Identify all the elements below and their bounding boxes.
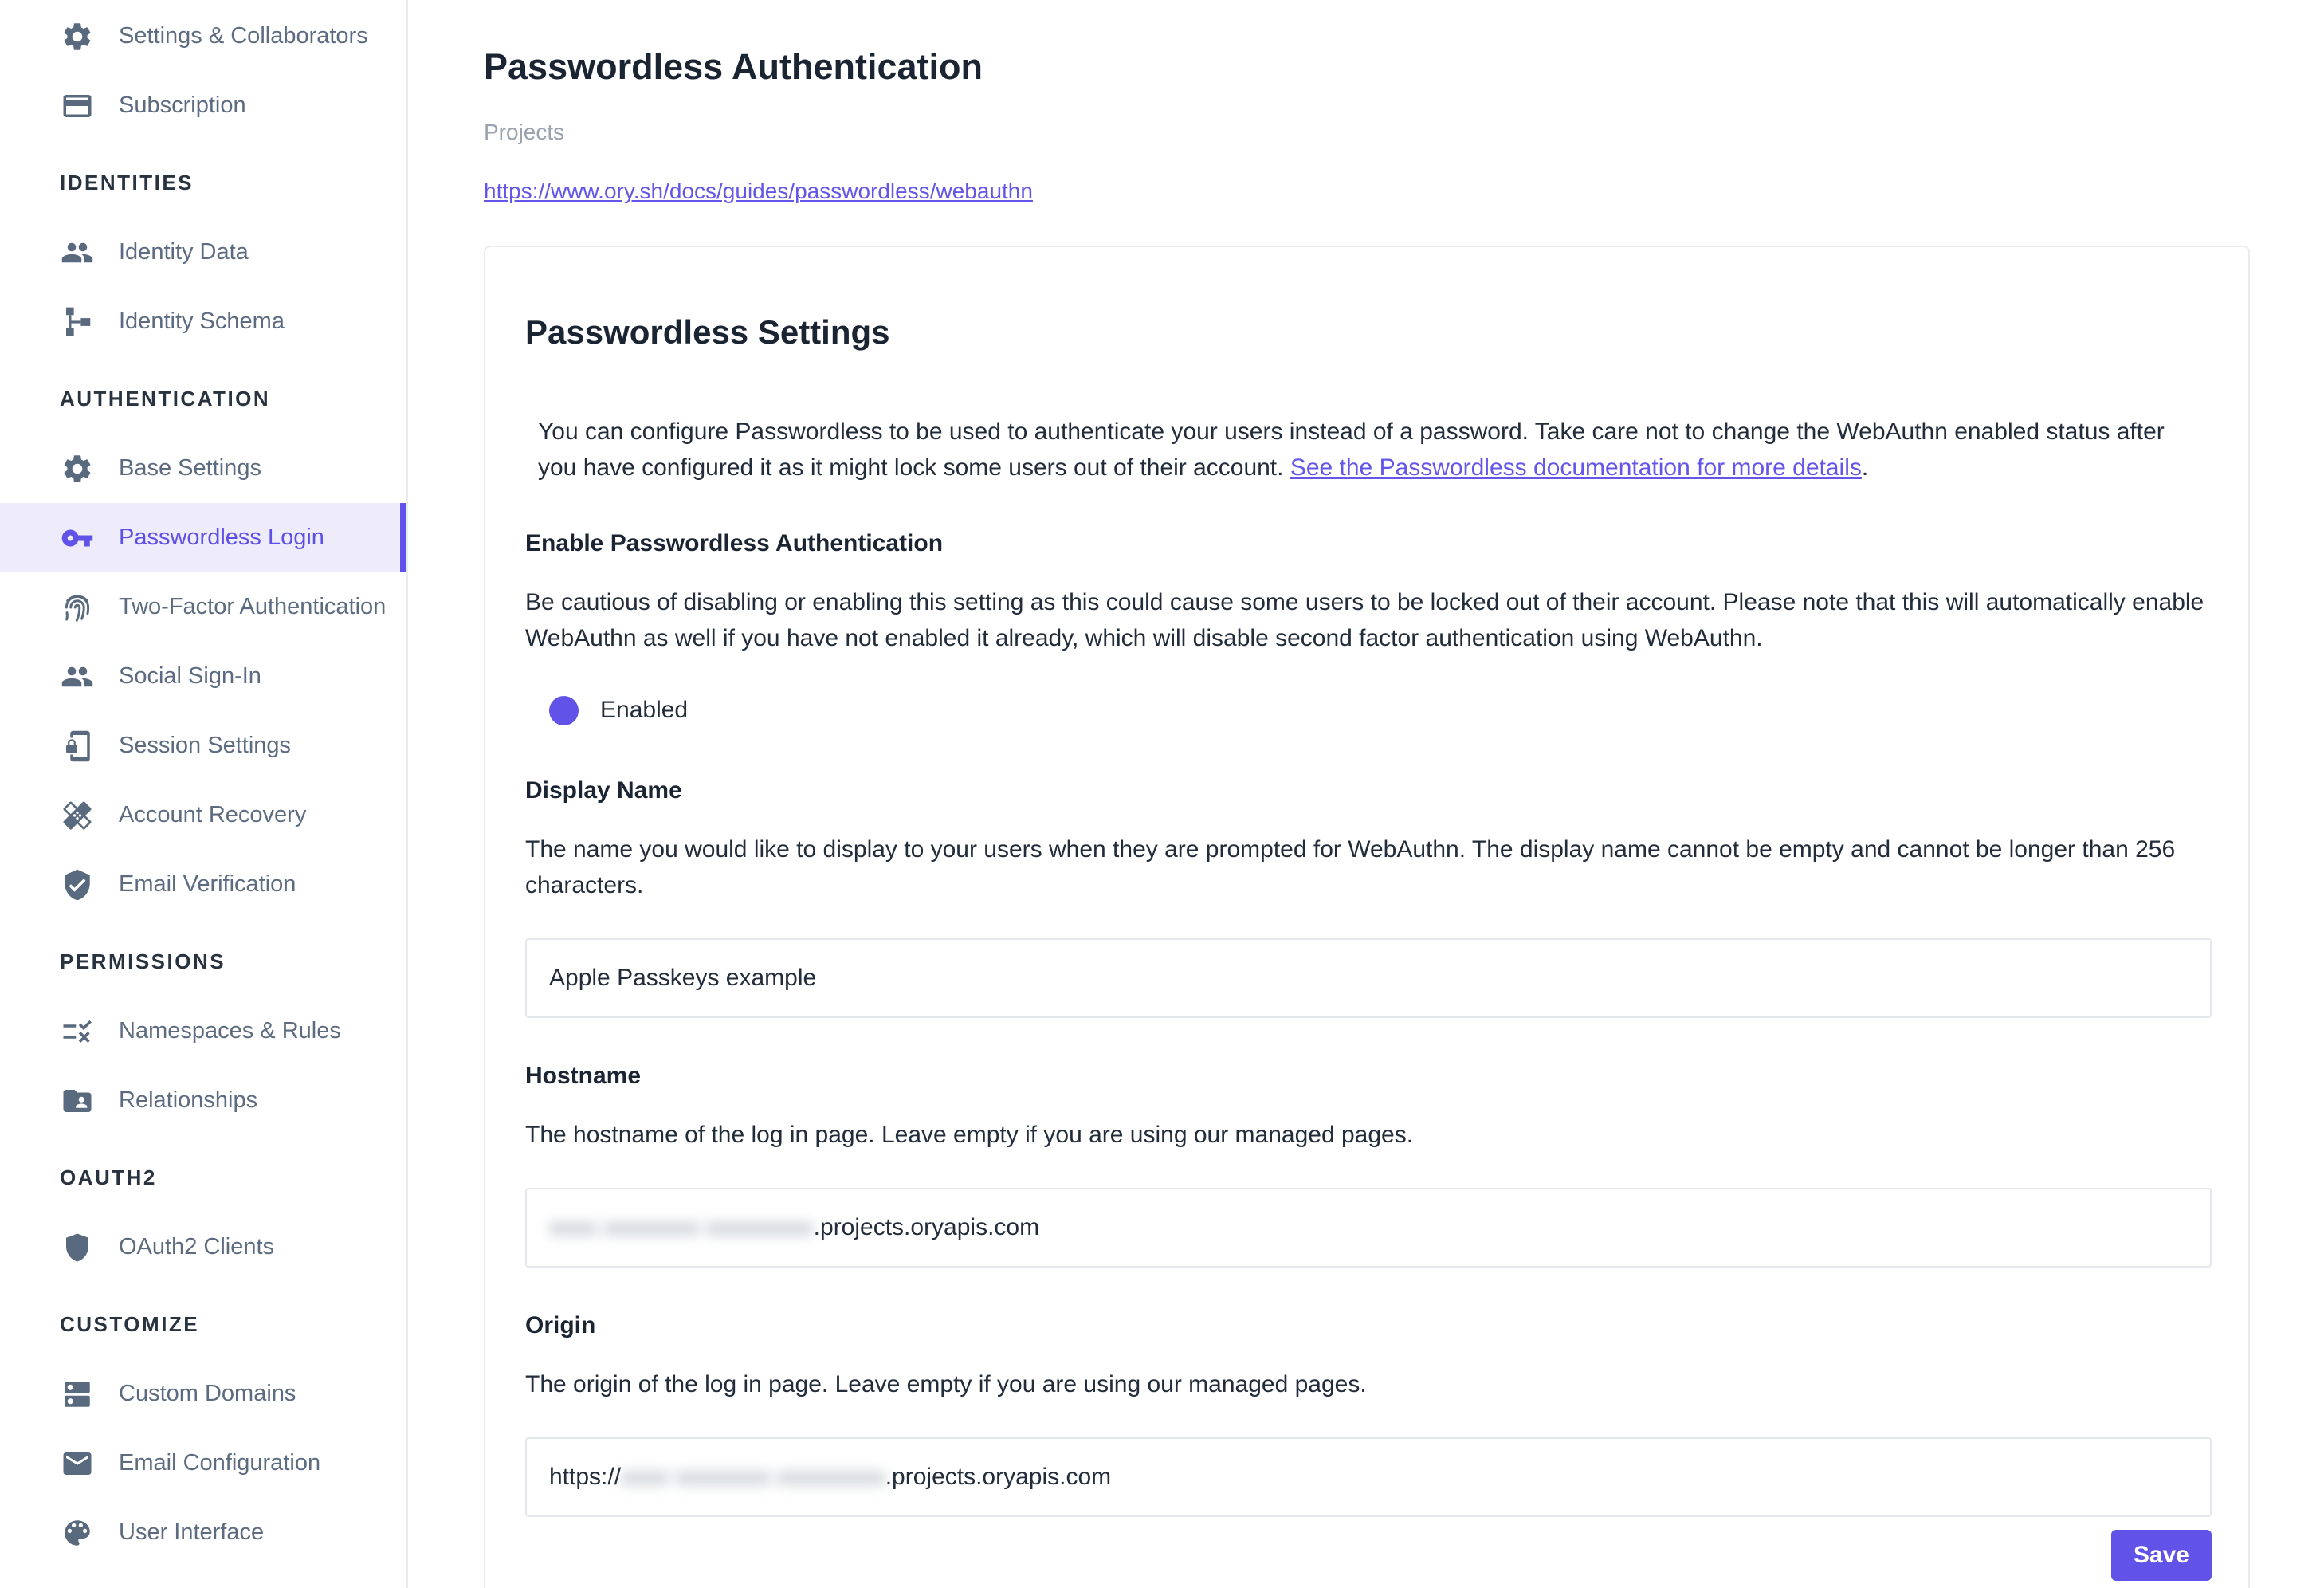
origin-prefix: https:// (549, 1464, 622, 1490)
sidebar-item-email-configuration[interactable] (0, 1429, 406, 1498)
sidebar-item-email-verification[interactable] (0, 850, 406, 919)
sidebar-item-label: Passwordless Login (119, 525, 324, 550)
sidebar-item-label: Relationships (119, 1087, 258, 1113)
gear-icon (60, 19, 95, 54)
intro-suffix: . (1861, 454, 1869, 481)
sidebar-item-passwordless-login[interactable] (0, 503, 406, 572)
sidebar-item-two-factor-authentication[interactable] (0, 572, 406, 642)
sidebar-item-label: Subscription (119, 92, 246, 118)
sidebar-section-oauth2: OAUTH2 (60, 1165, 157, 1189)
sidebar (0, 0, 408, 1588)
shield-icon (60, 1230, 95, 1265)
sidebar-item-identity-data[interactable] (0, 218, 406, 287)
rule-icon (60, 1014, 95, 1049)
sidebar-item-label: Session Settings (119, 733, 292, 758)
sidebar-item-label: Custom Domains (119, 1381, 296, 1406)
palette-icon (60, 1515, 95, 1551)
schema-icon (60, 305, 95, 340)
credit-card-icon (60, 88, 95, 124)
sidebar-item-label: Account Recovery (119, 802, 307, 827)
passwordless-docs-link[interactable]: See the Passwordless documentation for more details (1290, 454, 1862, 481)
sidebar-item-label: Identity Data (119, 239, 249, 265)
sidebar-section-permissions: PERMISSIONS (60, 949, 226, 973)
origin-description: The origin of the log in page. Leave empty if you are using our managed pages. (525, 1371, 1367, 1397)
sidebar-item-label: Email Verification (119, 871, 296, 897)
sidebar-item-label: Namespaces & Rules (119, 1018, 341, 1044)
intro-text: You can configure Passwordless to be used to authenticate your users instead of a password. Take care not to change the WebAuthn enabled status after you have configured it as it might lock some users out of their account. (538, 419, 2165, 481)
origin-suffix: .projects.oryapis.com (885, 1464, 1112, 1490)
enable-toggle[interactable] (525, 700, 578, 721)
sidebar-item-oauth2-clients[interactable] (0, 1213, 406, 1282)
save-button[interactable]: Save (2111, 1530, 2212, 1581)
passwordless-settings-card (484, 246, 2250, 1588)
sidebar-item-custom-domains[interactable] (0, 1359, 406, 1429)
page-title: Passwordless Authentication (484, 46, 983, 88)
main-content (408, 0, 2324, 1588)
sidebar-item-session-settings[interactable] (0, 711, 406, 780)
people-icon (60, 659, 95, 694)
sidebar-item-label: User Interface (119, 1519, 265, 1545)
toggle-state-label: Enabled (600, 697, 689, 723)
sidebar-item-label: Two-Factor Authentication (119, 594, 387, 619)
key-icon (60, 521, 95, 556)
sidebar-item-label: Email Configuration (119, 1450, 321, 1476)
healing-icon (60, 798, 95, 833)
sidebar-item-social-sign-in[interactable] (0, 642, 406, 711)
enable-passwordless-description: Be cautious of disabling or enabling this setting as this could cause some users to be locked out of their account. Please note that this will automatically enable WebAuthn as well if you have not enabled it already, which will disable second factor authentication using WebAuthn. (525, 589, 2204, 651)
people-icon (60, 235, 95, 270)
sidebar-item-label: Base Settings (119, 455, 261, 481)
hostname-suffix: .projects.oryapis.com (813, 1214, 1040, 1240)
sidebar-item-label: Social Sign-In (119, 663, 261, 689)
origin-label: Origin (525, 1312, 596, 1338)
sidebar-item-account-recovery[interactable] (0, 780, 406, 850)
enable-passwordless-label: Enable Passwordless Authentication (525, 530, 944, 556)
sidebar-item-namespaces-rules[interactable] (0, 996, 406, 1066)
hostname-description: The hostname of the log in page. Leave empty if you are using our managed pages. (525, 1122, 1414, 1148)
sidebar-item-subscription[interactable] (0, 71, 406, 140)
display-name-description: The name you would like to display to your users when they are prompted for WebAuthn. The display name cannot be empty and cannot be longer than 256 characters. (525, 836, 2176, 898)
hostname-label: Hostname (525, 1063, 642, 1089)
shield-check-icon (60, 867, 95, 902)
envelope-icon (60, 1446, 95, 1481)
phone-lock-icon (60, 729, 95, 764)
hostname-redacted-value: xxxx xxxxxxxx xxxxxxxxx (549, 1214, 814, 1240)
documentation-link[interactable]: https://www.ory.sh/docs/guides/passwordless/webauthn (484, 179, 1033, 204)
sidebar-section-authentication: AUTHENTICATION (60, 387, 271, 411)
sidebar-item-settings-collaborators[interactable] (0, 2, 406, 71)
sidebar-item-base-settings[interactable] (0, 434, 406, 503)
sidebar-item-label: Settings & Collaborators (119, 23, 368, 49)
display-name-value: Apple Passkeys example (549, 965, 817, 991)
sidebar-item-identity-schema[interactable] (0, 287, 406, 356)
folder-shared-icon (60, 1083, 95, 1118)
sidebar-section-customize: CUSTOMIZE (60, 1312, 200, 1336)
sidebar-item-user-interface[interactable] (0, 1498, 406, 1567)
card-title: Passwordless Settings (525, 313, 890, 351)
dns-icon (60, 1377, 95, 1412)
origin-input[interactable] (525, 1437, 2212, 1517)
intro-paragraph (538, 414, 2204, 485)
breadcrumb: Projects (484, 120, 565, 145)
fingerprint-icon (60, 590, 95, 625)
toggle-thumb (549, 696, 579, 725)
sidebar-item-relationships[interactable] (0, 1066, 406, 1135)
gear-icon (60, 451, 95, 486)
origin-redacted-value: xxxx xxxxxxxx xxxxxxxxx (621, 1464, 885, 1490)
display-name-label: Display Name (525, 777, 682, 804)
hostname-input[interactable] (525, 1188, 2212, 1268)
sidebar-item-label: Identity Schema (119, 309, 285, 334)
save-row (525, 1530, 2212, 1581)
display-name-input[interactable] (525, 938, 2212, 1018)
sidebar-item-label: OAuth2 Clients (119, 1234, 275, 1260)
sidebar-section-identities: IDENTITIES (60, 171, 194, 195)
enable-toggle-row (525, 688, 2212, 733)
